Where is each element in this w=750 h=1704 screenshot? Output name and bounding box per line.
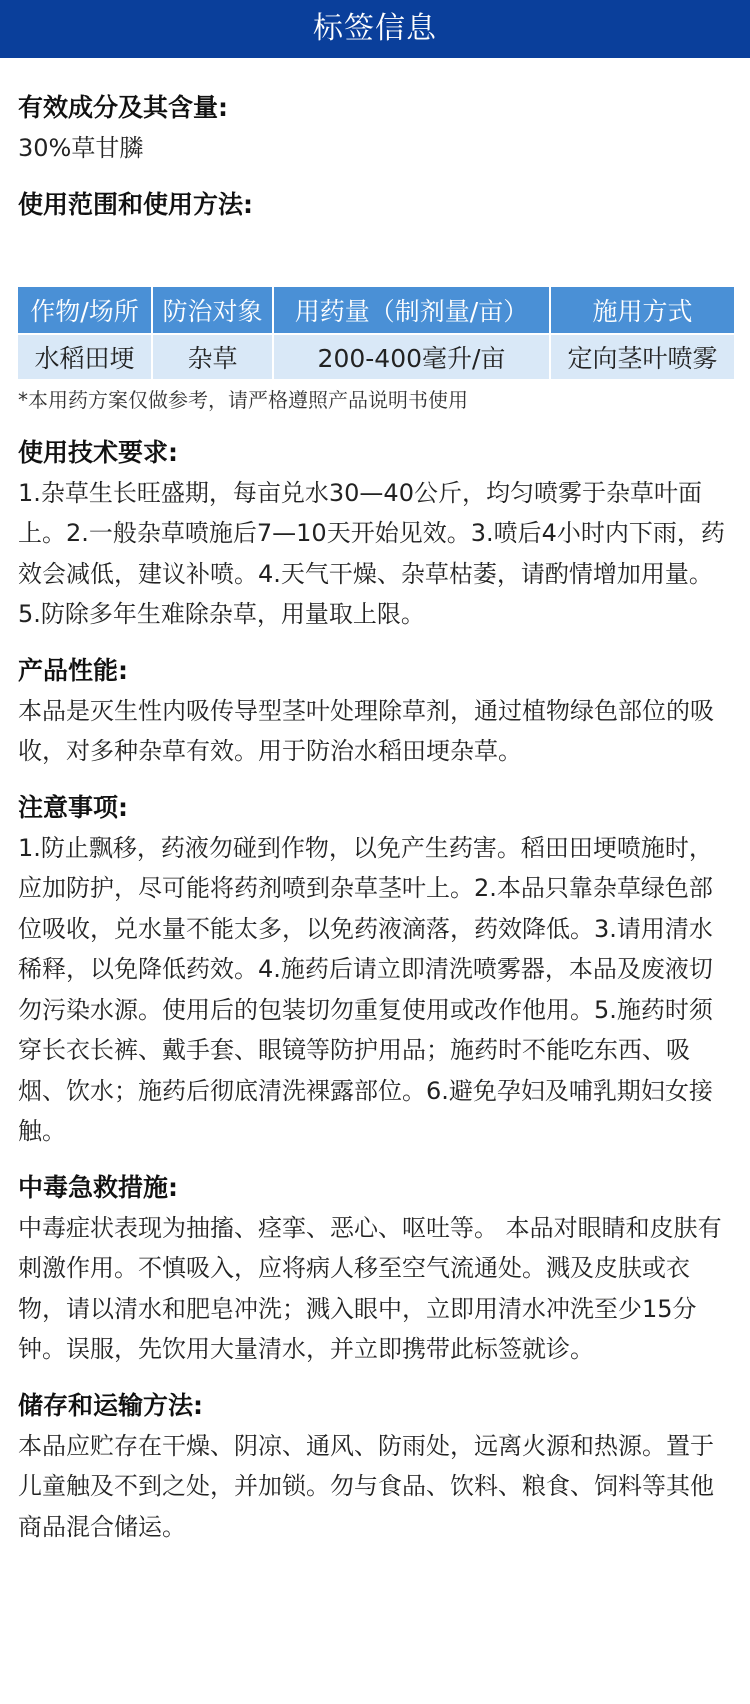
table-note: *本用药方案仅做参考，请严格遵照产品说明书使用 (18, 387, 468, 412)
table-header-cell: 防治对象 (153, 287, 272, 335)
ingredient-text: 30%草甘膦 (18, 134, 144, 162)
table-header-cell: 用药量（制剂量/亩） (274, 287, 549, 335)
tech-heading: 使用技术要求: (18, 437, 178, 467)
table-row (18, 335, 734, 379)
table-header-row (18, 287, 734, 335)
label-content (0, 58, 750, 1547)
scope-heading: 使用范围和使用方法: (18, 189, 253, 219)
storage-heading: 储存和运输方法: (18, 1390, 203, 1420)
storage-section (18, 1386, 732, 1548)
table-cell: 定向茎叶喷雾 (551, 335, 734, 379)
tech-section (18, 433, 732, 635)
page-header (0, 0, 750, 58)
performance-heading: 产品性能: (18, 655, 128, 685)
table-cell: 杂草 (153, 335, 272, 379)
page-title: 标签信息 (313, 11, 437, 46)
scope-section (18, 185, 732, 225)
storage-text: 本品应贮存在干燥、阴凉、通风、防雨处，远离火源和热源。置于儿童触及不到之处，并加锁。勿与食品、饮料、粮食、饲料等其他商品混合储运。 (18, 1431, 714, 1541)
firstaid-text: 中毒症状表现为抽搐、痉挛、恶心、呕吐等。 本品对眼睛和皮肤有刺激作用。不慎吸入，应将病人移至空气流通处。溅及皮肤或衣物，请以清水和肥皂冲洗；溅入眼中，立即用清水冲洗至少15分钟。误服，先饮用大量清水，并立即携带此标签就诊。 (18, 1213, 722, 1363)
table-header-cell: 作物/场所 (18, 287, 151, 335)
tech-text: 1.杂草生长旺盛期，每亩兑水30—40公斤，均匀喷雾于杂草叶面上。2.一般杂草喷施后7—10天开始见效。3.喷后4小时内下雨，药效会减低，建议补喷。4.天气干燥、杂草枯萎，请酌情增加用量。5.防除多年生难除杂草，用量取上限。 (18, 478, 725, 628)
performance-text: 本品是灭生性内吸传导型茎叶处理除草剂，通过植物绿色部位的吸收，对多种杂草有效。用于防治水稻田埂杂草。 (18, 696, 714, 765)
ingredient-heading: 有效成分及其含量: (18, 93, 228, 122)
table-header-cell: 施用方式 (551, 287, 734, 335)
notes-text: 1.防止飘移，药液勿碰到作物，以免产生药害。稻田田埂喷施时，应加防护，尽可能将药剂喷到杂草茎叶上。2.本品只靠杂草绿色部位吸收，兑水量不能太多，以免药液滴落，药效降低。3.请用清水稀释，以免降低药效。4.施药后请立即清洗喷雾器，本品及废液切勿污染水源。使用后的包装切勿重复使用或改作他用。5.施药时须穿长衣长裤、戴手套、眼镜等防护用品；施药时不能吃东西、吸烟、饮水；施药后彻底清洗裸露部位。6.避免孕妇及哺乳期妇女接触。 (18, 833, 713, 1145)
notes-heading: 注意事项: (18, 792, 128, 822)
table-cell: 200-400毫升/亩 (274, 335, 549, 379)
performance-section (18, 651, 732, 772)
ingredient-section (18, 88, 732, 169)
firstaid-section (18, 1168, 732, 1370)
firstaid-heading: 中毒急救措施: (18, 1172, 178, 1202)
usage-table (16, 287, 736, 379)
table-cell: 水稻田埂 (18, 335, 151, 379)
notes-section (18, 788, 732, 1152)
